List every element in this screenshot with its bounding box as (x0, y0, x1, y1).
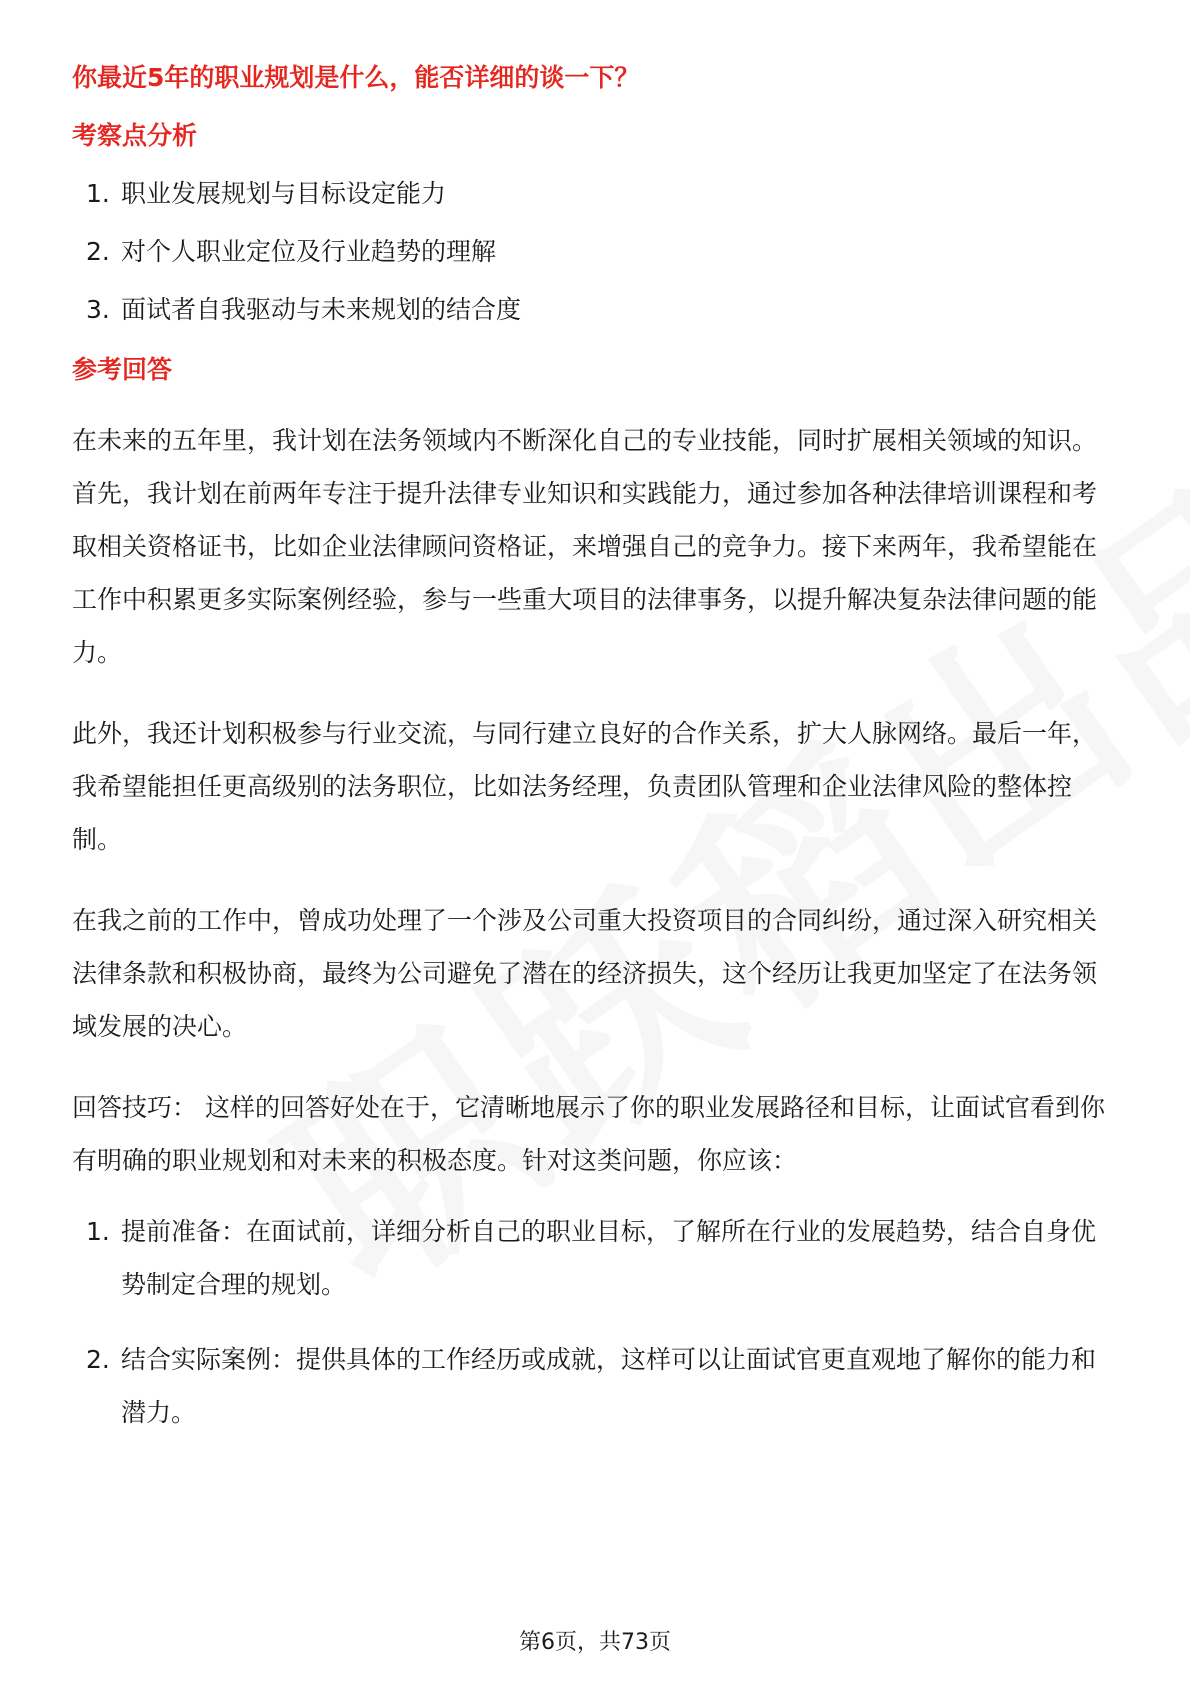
tips-intro-paragraph: 回答技巧： 这样的回答好处在于，它清晰地展示了你的职业发展路径和目标，让面试官看到你有明确的职业规划和对未来的积极态度。针对这类问题，你应该： (72, 1093, 1105, 1175)
question-title: 你最近5年的职业规划是什么，能否详细的谈一下？ (72, 63, 640, 92)
list-text: 对个人职业定位及行业趋势的理解 (121, 237, 497, 266)
answer-heading: 参考回答 (72, 355, 173, 384)
list-number: 3. (86, 295, 110, 324)
list-number: 1. (86, 179, 110, 208)
list-number: 2. (86, 1345, 110, 1374)
list-item (72, 292, 1117, 328)
answer-paragraph: 在未来的五年里，我计划在法务领域内不断深化自己的专业技能，同时扩展相关领域的知识。首先，我计划在前两年专注于提升法律专业知识和实践能力，通过参加各种法律培训课程和考取相关资格证书，比如企业法律顾问资格证，来增强自己的竞争力。接下来两年，我希望能在工作中积累更多实际案例经验，参与一些重大项目的法律事务，以提升解决复杂法律问题的能力。 (72, 426, 1098, 667)
analysis-list (72, 176, 1117, 328)
answer-paragraph: 此外，我还计划积极参与行业交流，与同行建立良好的合作关系，扩大人脉网络。最后一年，我希望能担任更高级别的法务职位，比如法务经理，负责团队管理和企业法律风险的整体控制。 (72, 719, 1098, 854)
list-text: 结合实际案例：提供具体的工作经历或成就，这样可以让面试官更直观地了解你的能力和潜力。 (121, 1345, 1097, 1427)
list-number: 1. (86, 1217, 110, 1246)
analysis-heading: 考察点分析 (72, 121, 198, 150)
list-text: 提前准备：在面试前，详细分析自己的职业目标，了解所在行业的发展趋势，结合自身优势制定合理的规划。 (121, 1217, 1097, 1299)
list-number: 2. (86, 237, 110, 266)
content (72, 58, 1117, 1461)
list-item (72, 1205, 1117, 1311)
answer-paragraph: 在我之前的工作中，曾成功处理了一个涉及公司重大投资项目的合同纠纷，通过深入研究相关法律条款和积极协商，最终为公司避免了潜在的经济损失，这个经历让我更加坚定了在法务领域发展的决心。 (72, 906, 1098, 1041)
list-text: 面试者自我驱动与未来规划的结合度 (121, 295, 522, 324)
list-item (72, 234, 1117, 270)
list-item (72, 176, 1117, 212)
list-text: 职业发展规划与目标设定能力 (121, 179, 447, 208)
list-item (72, 1333, 1117, 1439)
page-footer: 第6页，共73页 (519, 1630, 671, 1655)
tips-list (72, 1205, 1117, 1439)
